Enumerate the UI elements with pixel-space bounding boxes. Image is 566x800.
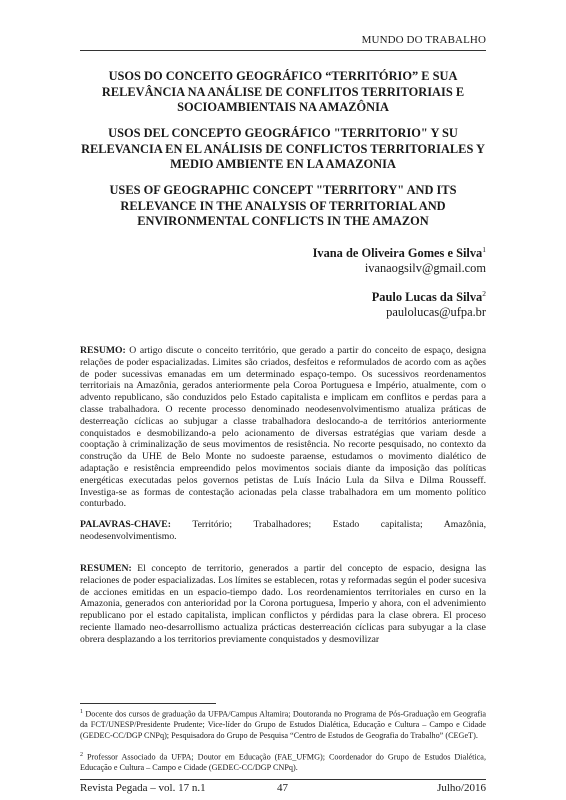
abstract-spanish [80,563,486,646]
footnote-1-mark: 1 [80,709,83,715]
footnote-1 [80,707,486,741]
author-1-name [313,245,486,261]
running-head: MUNDO DO TRABALHO [361,34,486,46]
footnote-2-text: Professor Associado da UFPA; Doutor em Educação (FAE_UFMG); Coordenador do Grupo de Estudos Dialética, Educação e Cultura – Campo e Cidade (GEDEC-CC/DGP CNPq). [80,752,486,773]
author-1-note-mark: 1 [482,245,486,254]
author-1-email: ivanaogsilv@gmail.com [364,261,486,275]
author-2-email: paulolucas@ufpa.br [386,305,486,319]
abstract-spanish-text: El concepto de territorio, generados a partir del concepto de espacio, designa las relaciones de poder espacializadas. Los límites se establecen, rotas y reformadas según el poder sucesiva de acciones emitidas en un espacio-tiempo dado. Los reordenamientos territoriales en curso en la Amazonia, generados con anterioridad por la Corona portuguesa, Imperio y ahora, con el advenimiento republicano por el estado capitalista, implican conflictos y pérdidas para la clase obrera. El proceso reciente llamado neo-desarrollismo actualiza prácticas desterreación cíclicas para subyugar a la clase obrera desplazando a los territorios previamente conquistados y desmovilizar [80,563,486,645]
footnote-2-mark: 2 [80,752,83,758]
abstract-portuguese-label: RESUMO: [80,345,126,356]
footer-rule [80,779,486,780]
author-1-name-text: Ivana de Oliveira Gomes e Silva [312,246,483,261]
title-portuguese: USOS DO CONCEITO GEOGRÁFICO “TERRITÓRIO” E SUA RELEVÂNCIA NA ANÁLISE DE CONFLITOS TERRITORIAIS E SOCIOAMBIENTAIS NA AMAZÔNIA [101,69,465,114]
title-spanish: USOS DEL CONCEPTO GEOGRÁFICO "TERRITORIO" Y SU RELEVANCIA EN EL ANÁLISIS DE CONFLICTOS TERRITORIALES Y MEDIO AMBIENTE EN LA AMAZONIA [81,126,485,171]
footnote-separator [80,703,216,704]
abstract-portuguese-text: O artigo discute o conceito território, que gerado a partir do conceito de espaço, designa relações de poder espacializadas. Limites são criados, desfeitos e reformulados de acordo com as ações de poder sucessivas emanadas em um determinado espaço-tempo. Os sucessivos reordenamentos territoriais na Amazônia, gerados anteriormente pela Coroa Portuguesa e Império, atualmente, com o advento republicano, são conduzidos pelo Estado capitalista e implicam em conflitos e perdas para a classe trabalhadora. O recente processo denominado neodesenvolvimentismo atualiza práticas de desterreação cíclicas ao subjugar a classe trabalhadora deslocando-a de territórios anteriormente conquistados e desmobilizando-a pelo acionamento de diversas estratégias que variam desde a cooptação à criminalização de seus movimentos de resistência. No recorte pesquisado, no contexto da construção da UHE de Belo Monte no sudoeste paraense, estudamos o movimento dialético de adaptação e resistência empreendido pelos movimentos sociais diante da imposição das políticas energéticas executadas pelos governos petistas de Luís Inácio Lula da Silva e Dilma Rousseff. Investiga-se as formas de contestação acionadas pela classe trabalhadora em um momento político conturbado. [80,345,486,510]
author-2-name [372,289,486,305]
title-english: USES OF GEOGRAPHIC CONCEPT "TERRITORY" AND ITS RELEVANCE IN THE ANALYSIS OF TERRITORIAL AND ENVIRONMENTAL CONFLICTS IN THE AMAZON [109,183,457,228]
keywords-label: PALAVRAS-CHAVE: [80,519,171,530]
footer-date: Julho/2016 [437,782,486,794]
footer-journal: Revista Pegada – vol. 17 n.1 [80,782,206,794]
abstract-portuguese [80,345,486,510]
author-2-note-mark: 2 [482,289,486,298]
author-2-name-text: Paulo Lucas da Silva [371,290,483,305]
keywords-text: Território; Trabalhadores; Estado capitalista; Amazônia, neodesenvolvimentismo. [80,519,486,542]
keywords [80,519,486,543]
footnote-1-text: Docente dos cursos de graduação da UFPA/Campus Altamira; Doutoranda no Programa de Pós-Graduação em Geografia da FCT/UNESP/Presidente Prudente; Vice-líder do Grupo de Estudos Dialética, Educação e Cultura – Campo e Cidade (GEDEC-CC/DGP CNPq); Pesquisadora do Grupo de Pesquisa “Centro de Estudos de Geografia do Trabalho” (CEGeT). [80,709,486,740]
footnote-2 [80,750,486,774]
abstract-spanish-label: RESUMEN: [80,563,132,574]
footer-page-number: 47 [277,782,288,794]
header-rule [80,50,486,51]
